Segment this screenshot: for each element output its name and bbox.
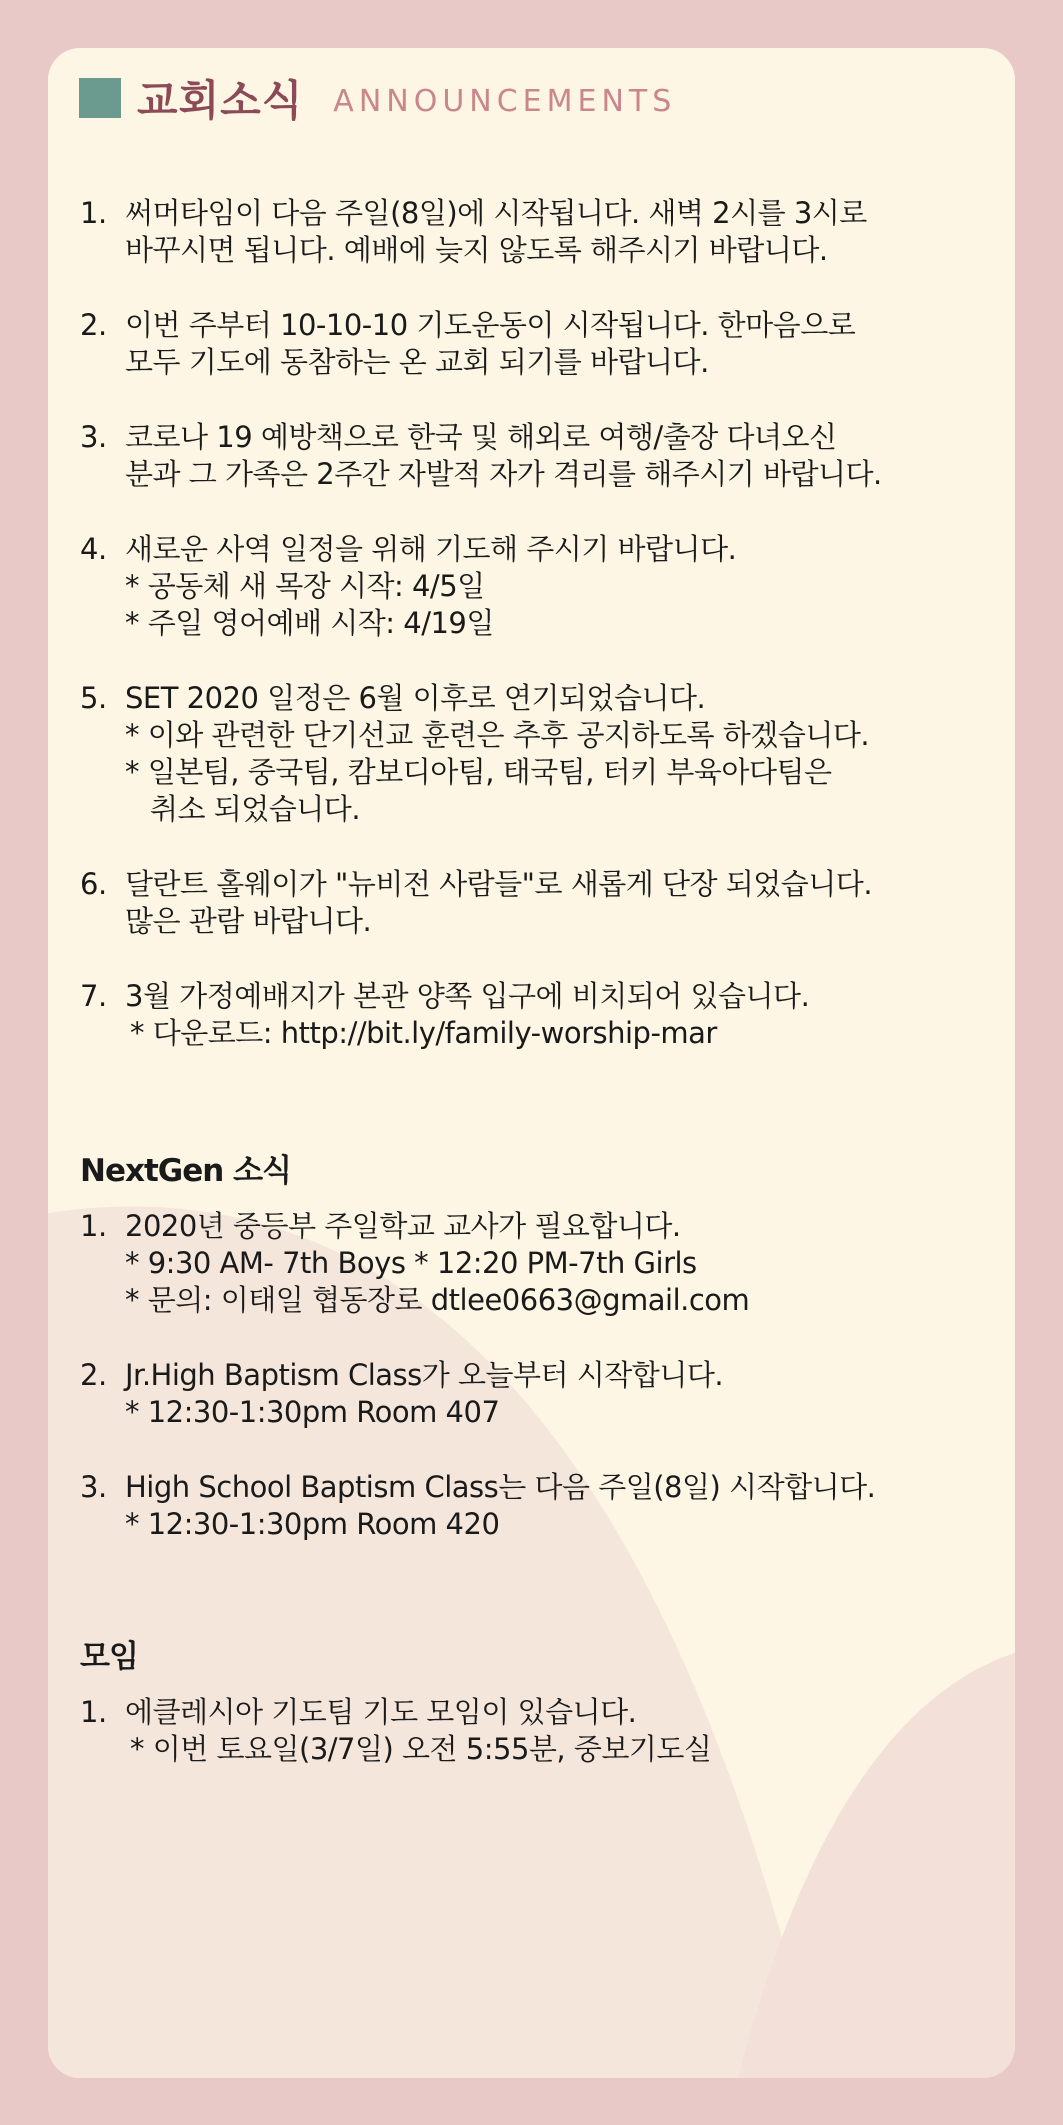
- list-item: [80, 978, 990, 1052]
- item-subtext: * 공동체 새 목장 시작: 4/5일: [125, 569, 485, 603]
- item-text: 이번 주부터 10-10-10 기도운동이 시작됩니다. 한마음으로: [125, 308, 856, 342]
- nextgen-section: [80, 1145, 990, 1581]
- item-text: 코로나 19 예방책으로 한국 및 해외로 여행/출장 다녀오신: [125, 420, 837, 454]
- meetings-section: [80, 1631, 990, 1806]
- item-number: 3.: [80, 420, 107, 454]
- item-text: High School Baptism Class는 다음 주일(8일) 시작합니다.: [125, 1470, 876, 1504]
- list-item: [80, 195, 990, 269]
- item-text: 바꾸시면 됩니다. 예배에 늦지 않도록 해주시기 바랍니다.: [125, 233, 828, 267]
- item-number: 5.: [80, 681, 107, 715]
- list-item: [80, 1208, 990, 1319]
- announcements-list: [80, 195, 990, 1052]
- item-number: 1.: [80, 1209, 107, 1243]
- item-text: 모두 기도에 동참하는 온 교회 되기를 바랍니다.: [125, 345, 709, 379]
- item-number: 3.: [80, 1470, 107, 1504]
- list-item: [80, 680, 990, 828]
- section-title: NextGen 소식: [80, 1153, 292, 1189]
- item-subtext: * 12:30-1:30pm Room 420: [125, 1507, 500, 1541]
- item-text: 써머타임이 다음 주일(8일)에 시작됩니다. 새벽 2시를 3시로: [125, 196, 867, 230]
- list-item: [80, 531, 990, 642]
- list-item: [80, 419, 990, 493]
- item-number: 1.: [80, 196, 107, 230]
- item-number: 2.: [80, 308, 107, 342]
- item-subtext: 취소 되었습니다.: [150, 792, 361, 826]
- page-title: 교회소식: [137, 76, 304, 125]
- list-item: [80, 1469, 990, 1543]
- item-subtext: * 이번 토요일(3/7일) 오전 5:55분, 중보기도실: [130, 1732, 712, 1766]
- list-item: [80, 307, 990, 381]
- download-link-text: * 다운로드: http://bit.ly/family-worship-mar: [130, 1016, 717, 1050]
- item-number: 6.: [80, 867, 107, 901]
- item-text: 달란트 홀웨이가 "뉴비전 사람들"로 새롭게 단장 되었습니다.: [125, 867, 873, 901]
- item-subtext: * 문의: 이태일 협동장로 dtlee0663@gmail.com: [125, 1283, 750, 1317]
- item-subtext: * 주일 영어예배 시작: 4/19일: [125, 606, 494, 640]
- title-square-icon: [79, 78, 121, 118]
- list-item: [80, 1357, 990, 1431]
- item-number: 7.: [80, 979, 107, 1013]
- item-text: 에클레시아 기도팀 기도 모임이 있습니다.: [125, 1695, 637, 1729]
- announcement-card: [48, 48, 1015, 2078]
- item-number: 4.: [80, 532, 107, 566]
- item-subtext: * 일본팀, 중국팀, 캄보디아팀, 태국팀, 터키 부육아다팀은: [125, 755, 832, 789]
- item-text: 새로운 사역 일정을 위해 기도해 주시기 바랍니다.: [125, 532, 737, 566]
- section-title: 모임: [80, 1639, 138, 1675]
- item-subtext: * 9:30 AM- 7th Boys * 12:20 PM-7th Girls: [125, 1246, 697, 1280]
- item-number: 2.: [80, 1358, 107, 1392]
- item-number: 1.: [80, 1695, 107, 1729]
- page-subtitle: ANNOUNCEMENTS: [333, 83, 677, 119]
- item-text: 3월 가정예배지가 본관 양쪽 입구에 비치되어 있습니다.: [125, 979, 810, 1013]
- item-text: 2020년 중등부 주일학교 교사가 필요합니다.: [125, 1209, 681, 1243]
- item-text: SET 2020 일정은 6월 이후로 연기되었습니다.: [125, 681, 706, 715]
- item-text: 분과 그 가족은 2주간 자발적 자가 격리를 해주시기 바랍니다.: [125, 457, 882, 491]
- list-item: [80, 1694, 990, 1768]
- item-text: 많은 관람 바랍니다.: [125, 904, 372, 938]
- item-subtext: * 이와 관련한 단기선교 훈련은 추후 공지하도록 하겠습니다.: [125, 718, 870, 752]
- item-subtext: * 12:30-1:30pm Room 407: [125, 1395, 500, 1429]
- page-header: [79, 76, 677, 125]
- list-item: [80, 866, 990, 940]
- item-text: Jr.High Baptism Class가 오늘부터 시작합니다.: [125, 1358, 724, 1392]
- meetings-list: [80, 1694, 990, 1768]
- nextgen-list: [80, 1208, 990, 1543]
- announcements-section: [80, 195, 990, 1090]
